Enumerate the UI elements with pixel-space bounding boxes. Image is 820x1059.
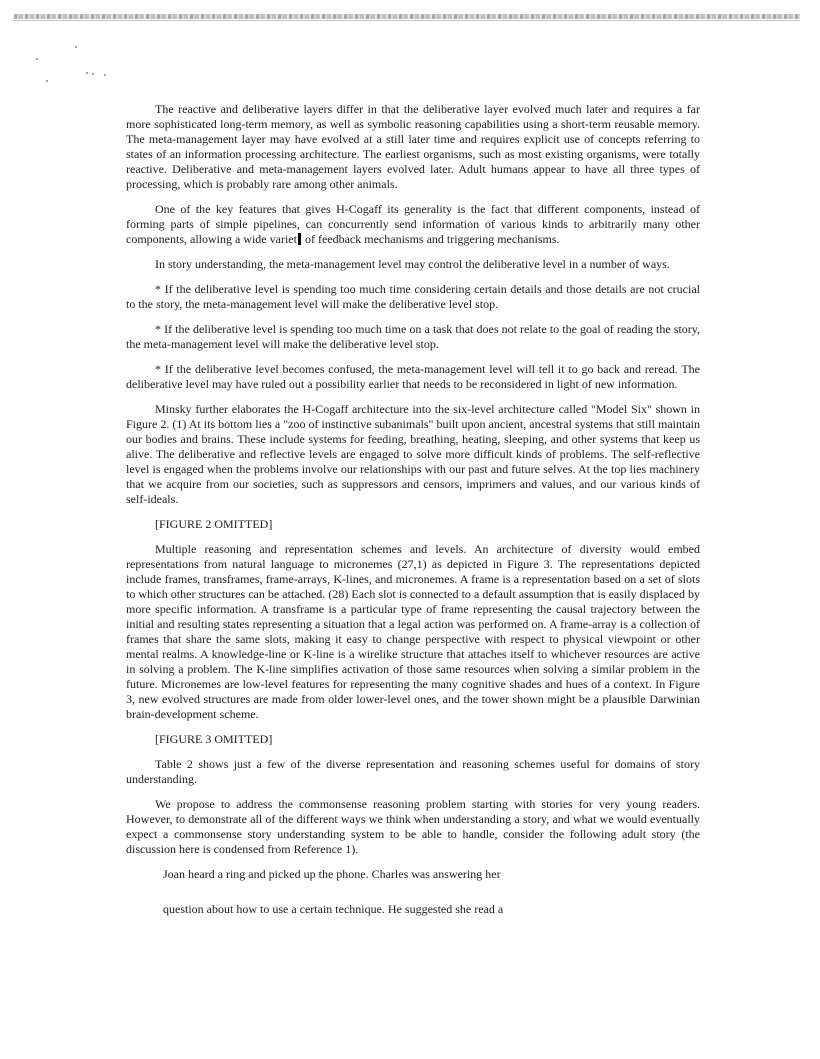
paragraph-model-six: Minsky further elaborates the H-Cogaff architecture into the six-level architecture called "Model Six" shown in Figure 2. (1) At its bottom lies a "zoo of instinctive subanimals" built upon ancient, ancestral systems that still maintain our bodies and brains. These include systems for feeding, breathing, heating, sleeping, and other systems that keep us alive. The deliberative and reflective levels are engaged to solve more difficult kinds of problems. The self-reflective level is engaged when the problems involve our relationships with our past and future selves. At the top lies machinery that we acquire from our societies, such as suppressors and censors, imprimers and values, and our various kinds of self-ideals. [126,402,700,506]
scan-speck [92,73,94,75]
scan-edge-line [14,20,800,21]
story-line: Joan heard a ring and picked up the phone. Charles was answering her [163,867,501,881]
paragraph-table-2: Table 2 shows just a few of the diverse representation and reasoning schemes useful for domains of story understanding. [126,757,700,786]
paragraph-hcogaff-features [126,202,700,247]
scan-speck [36,58,38,60]
scan-speck [46,80,48,82]
paragraph-story-understanding: In story understanding, the meta-management level may control the deliberative level in a number of ways. [155,257,670,271]
scan-speck [104,74,106,76]
scan-edge-artifact [14,14,800,19]
bullet-task: * If the deliberative level is spending too much time on a task that does not relate to the goal of reading the story, the meta-management level will make the deliberative level stop. [126,322,700,351]
scan-speck [75,46,77,48]
figure-2-placeholder: [FIGURE 2 OMITTED] [155,517,273,531]
body-text [126,102,700,937]
paragraph-hcogaff-part2: of feedback mechanisms and triggering mechanisms. [304,232,560,246]
bullet-details: * If the deliberative level is spending too much time considering certain details and those details are not crucial to the story, the meta-management level will make the deliberative level stop. [126,282,700,311]
paragraph-layers: The reactive and deliberative layers differ in that the deliberative layer evolved much later and requires a far more sophisticated long-term memory, as well as symbolic reasoning capabilities using a short-term reusable memory. The meta-management layer may have evolved at a still later time and requires explicit use of concepts referring to states of an information processing architecture. The earliest organisms, such as most existing organisms, were totally reactive. Deliberative and meta-management layers evolved later. Adult humans appear to have all three types of processing, which is probably rare among other animals. [126,102,700,191]
text-cursor-mark [298,233,301,245]
paragraph-representation-schemes: Multiple reasoning and representation schemes and levels. An architecture of diversity would embed representations from natural language to micronemes (27,1) as depicted in Figure 3. The representations depicted include frames, transframes, frame-arrays, K-lines, and micronemes. A frame is a representation based on a set of slots to which other structures can be attached. (28) Each slot is connected to a default assumption that is easily displaced by more specific information. A transframe is a particular type of frame representing the causal trajectory between the initial and resulting states representing a situation that a legal action was performed on. A frame-array is a collection of frames that share the same slots, making it easy to change perspective with respect to physical viewpoint or other mental realms. A knowledge-line or K-line is a wirelike structure that attaches itself to whichever resources are active in solving a problem. The K-line simplifies activation of those same resources when solving a similar problem in the future. Micronemes are low-level features for representing the many cognitive shades and hues of a context. In Figure 3, new evolved structures are made from older lower-level ones, and the tower shown might be a plausible Darwinian brain-development scheme. [126,542,700,721]
bullet-confused: * If the deliberative level becomes confused, the meta-management level will tell it to go back and reread. The deliberative level may have ruled out a possibility earlier that needs to be reconsidered in light of new information. [126,362,700,391]
story-line: question about how to use a certain technique. He suggested she read a [163,902,504,916]
paragraph-commonsense: We propose to address the commonsense reasoning problem starting with stories for very young readers. However, to demonstrate all of the different ways we think when understanding a story, and what we would eventually expect a commonsense story understanding system to be able to handle, consider the following adult story (the discussion here is condensed from Reference 1). [126,797,700,856]
figure-3-placeholder: [FIGURE 3 OMITTED] [155,732,273,746]
scan-speck [86,72,88,74]
paragraph-hcogaff-part1: One of the key features that gives H-Cogaff its generality is the fact that different components, instead of forming parts of simple pipelines, can concurrently send information of various kinds to arbitrarily many other components, allowing a wide variet [126,202,700,246]
